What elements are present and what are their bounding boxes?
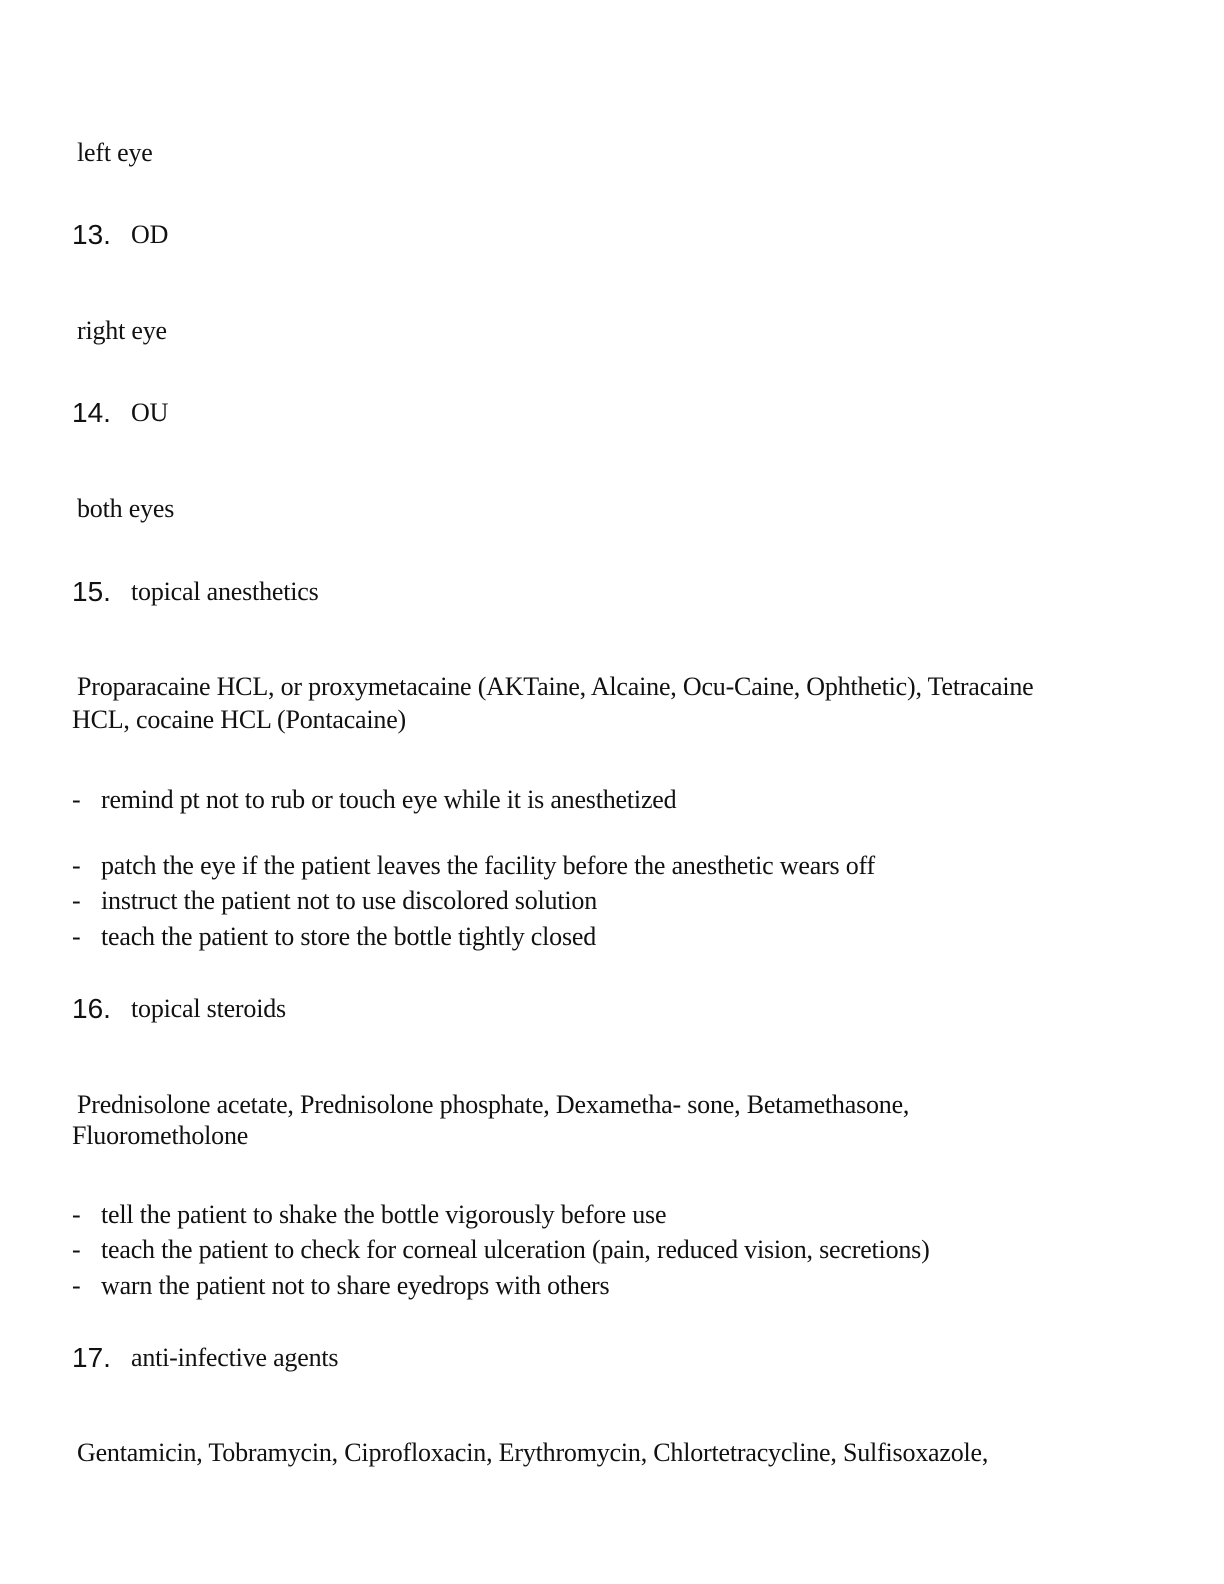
answer-text: both eyes (77, 494, 175, 523)
answer-text: Gentamicin, Tobramycin, Ciprofloxacin, Erythromycin, Chlortetracycline, Sulfisoxazole, (77, 1438, 989, 1467)
item-number: 17. (72, 1342, 111, 1373)
bullet-marker: - (72, 785, 81, 814)
bullet-marker: - (72, 1235, 81, 1264)
answer-text: HCL, cocaine HCL (Pontacaine) (72, 705, 407, 734)
item-number: 16. (72, 993, 111, 1024)
bullet-item: teach the patient to store the bottle tightly closed (101, 922, 597, 951)
bullet-item: teach the patient to check for corneal ulceration (pain, reduced vision, secretions) (101, 1235, 930, 1264)
bullet-marker: - (72, 851, 81, 880)
bullet-marker: - (72, 1200, 81, 1229)
bullet-item: tell the patient to shake the bottle vigorously before use (101, 1200, 667, 1229)
answer-text: Fluorometholone (72, 1121, 249, 1150)
item-term: topical anesthetics (131, 577, 319, 606)
answer-text: Prednisolone acetate, Prednisolone phosphate, Dexametha- sone, Betamethasone, (77, 1090, 910, 1119)
bullet-marker: - (72, 886, 81, 915)
answer-text: left eye (77, 138, 153, 167)
item-term: topical steroids (131, 994, 286, 1023)
item-number: 13. (72, 219, 111, 250)
item-term: OD (131, 220, 169, 249)
item-term: OU (131, 398, 169, 427)
item-number: 15. (72, 576, 111, 607)
bullet-marker: - (72, 922, 81, 951)
bullet-item: remind pt not to rub or touch eye while it is anesthetized (101, 785, 677, 814)
bullet-item: warn the patient not to share eyedrops with others (101, 1271, 610, 1300)
answer-text: Proparacaine HCL, or proxymetacaine (AKTaine, Alcaine, Ocu-Caine, Ophthetic), Tetracaine (77, 672, 1034, 701)
item-number: 14. (72, 397, 111, 428)
bullet-item: instruct the patient not to use discolored solution (101, 886, 598, 915)
bullet-item: patch the eye if the patient leaves the facility before the anesthetic wears off (101, 851, 875, 880)
bullet-marker: - (72, 1271, 81, 1300)
answer-text: right eye (77, 316, 167, 345)
item-term: anti-infective agents (131, 1343, 339, 1372)
